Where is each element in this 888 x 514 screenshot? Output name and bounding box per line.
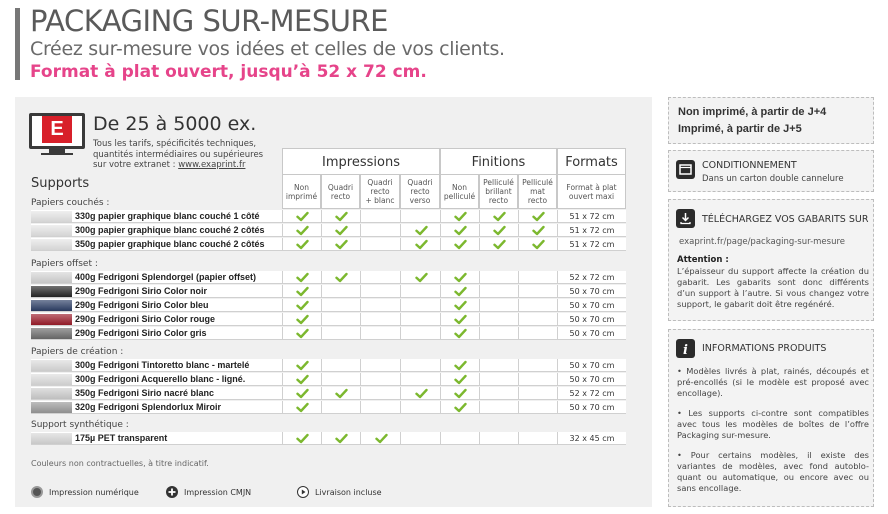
check-icon bbox=[296, 225, 309, 236]
option-cell bbox=[400, 224, 440, 237]
paper-name: 330g papier graphique blanc couché 1 côté bbox=[75, 211, 260, 221]
attention-label: Attention : bbox=[677, 255, 729, 265]
impressions-header: Impressions bbox=[282, 148, 440, 175]
check-icon bbox=[454, 211, 467, 222]
col-label: Non imprimé bbox=[285, 182, 318, 201]
option-cell bbox=[282, 238, 321, 251]
format-value: 51 x 72 cm bbox=[557, 238, 626, 251]
table-row bbox=[31, 210, 626, 223]
format-value: 50 x 70 cm bbox=[557, 327, 626, 340]
option-cell bbox=[479, 401, 518, 414]
format-value: 50 x 70 cm bbox=[557, 285, 626, 298]
tarifs-info: Tous les tarifs, spécificités techniques, quantités intermédiaires ou supérieures sur votre extranet : www.exaprint.fr bbox=[93, 139, 264, 170]
option-cell bbox=[440, 299, 479, 312]
option-cell bbox=[360, 271, 400, 284]
option-cell bbox=[479, 432, 518, 445]
digital-print-icon bbox=[31, 486, 43, 498]
info-icon: i bbox=[676, 339, 695, 358]
option-cell bbox=[360, 313, 400, 326]
option-cell bbox=[282, 387, 321, 400]
check-icon bbox=[454, 286, 467, 297]
format-value: 50 x 70 cm bbox=[557, 299, 626, 312]
option-cell bbox=[360, 210, 400, 223]
option-cell bbox=[440, 271, 479, 284]
option-cell bbox=[282, 210, 321, 223]
info-item-2: • Les supports ci-contre sont compatibles avec tous les modèles de boîtes de l’offre Packaging sur-mesure. bbox=[677, 408, 869, 440]
extranet-badge: E bbox=[42, 116, 72, 143]
option-cell bbox=[321, 224, 360, 237]
option-cell bbox=[282, 313, 321, 326]
check-icon bbox=[454, 239, 467, 250]
paper-name: 350g Fedrigoni Sirio nacré blanc bbox=[75, 388, 215, 398]
check-icon bbox=[375, 433, 388, 444]
option-cell bbox=[360, 224, 400, 237]
paper-name: 290g Fedrigoni Sirio Color gris bbox=[75, 328, 207, 338]
legend-livraison: Livraison incluse bbox=[297, 486, 382, 498]
delay-printed: Imprimé, à partir de J+5 bbox=[678, 123, 802, 135]
check-icon bbox=[454, 374, 467, 385]
option-cell bbox=[282, 285, 321, 298]
option-cell bbox=[321, 313, 360, 326]
option-cell bbox=[479, 238, 518, 251]
option-cell bbox=[400, 210, 440, 223]
col-quadri-blanc bbox=[360, 175, 400, 209]
option-cell bbox=[321, 359, 360, 372]
info-item-3: • Pour certains modèles, il existe des variantes de modèles, avec fond autoblo-quant ou automatique, ou encore avec ou sans encollage. bbox=[677, 450, 869, 493]
delay-box bbox=[668, 97, 874, 144]
group-label: Papiers offset : bbox=[31, 259, 98, 269]
option-cell bbox=[360, 401, 400, 414]
table-row bbox=[31, 373, 626, 386]
paper-swatch bbox=[31, 314, 72, 325]
check-icon bbox=[296, 388, 309, 399]
col-quadri-recto-verso bbox=[400, 175, 440, 209]
monitor-icon bbox=[29, 113, 85, 155]
option-cell bbox=[321, 299, 360, 312]
paper-name: 290g Fedrigoni Sirio Color noir bbox=[75, 286, 208, 296]
option-cell bbox=[518, 359, 557, 372]
gabarits-title: TÉLÉCHARGEZ VOS GABARITS SUR bbox=[702, 214, 869, 225]
check-icon bbox=[415, 239, 428, 250]
option-cell bbox=[518, 313, 557, 326]
col-label: Pelliculé brillant recto bbox=[483, 178, 514, 205]
col-non-imprime bbox=[282, 175, 321, 209]
table-row bbox=[31, 285, 626, 298]
paper-name: 175µ PET transparent bbox=[75, 433, 168, 443]
option-cell bbox=[518, 432, 557, 445]
check-icon bbox=[296, 328, 309, 339]
check-icon bbox=[296, 239, 309, 250]
table-row bbox=[31, 327, 626, 340]
col-label: Quadri recto + blanc bbox=[365, 178, 395, 205]
col-format-max bbox=[557, 175, 626, 209]
extranet-link[interactable]: www.exaprint.fr bbox=[178, 160, 246, 170]
check-icon bbox=[335, 388, 348, 399]
option-cell bbox=[282, 327, 321, 340]
check-icon bbox=[415, 225, 428, 236]
option-cell bbox=[282, 401, 321, 414]
format-value: 50 x 70 cm bbox=[557, 313, 626, 326]
paper-swatch bbox=[31, 328, 72, 339]
option-cell bbox=[282, 271, 321, 284]
cmjn-plus-icon bbox=[166, 486, 178, 498]
option-cell bbox=[321, 432, 360, 445]
table-row bbox=[31, 432, 626, 445]
option-cell bbox=[360, 327, 400, 340]
quantity-range: De 25 à 5000 ex. bbox=[93, 113, 257, 135]
group-label: Papiers couchés : bbox=[31, 198, 110, 208]
option-cell bbox=[360, 387, 400, 400]
paper-name: 290g Fedrigoni Sirio Color bleu bbox=[75, 300, 209, 310]
option-cell bbox=[479, 359, 518, 372]
table-row bbox=[31, 359, 626, 372]
check-icon bbox=[454, 388, 467, 399]
option-cell bbox=[479, 299, 518, 312]
format-value: 50 x 70 cm bbox=[557, 401, 626, 414]
option-cell bbox=[518, 387, 557, 400]
check-icon bbox=[454, 360, 467, 371]
option-cell bbox=[282, 373, 321, 386]
finitions-header: Finitions bbox=[440, 148, 557, 175]
option-cell bbox=[400, 313, 440, 326]
informations-box bbox=[668, 329, 874, 507]
table-row bbox=[31, 313, 626, 326]
option-cell bbox=[282, 224, 321, 237]
paper-name: 400g Fedrigoni Splendorgel (papier offset) bbox=[75, 272, 257, 282]
col-non-pellicule bbox=[440, 175, 479, 209]
option-cell bbox=[400, 238, 440, 251]
paper-name: 290g Fedrigoni Sirio Color rouge bbox=[75, 314, 216, 324]
check-icon bbox=[296, 314, 309, 325]
col-pellicule-brillant bbox=[479, 175, 518, 209]
check-icon bbox=[296, 300, 309, 311]
check-icon bbox=[296, 374, 309, 385]
page-title: PACKAGING SUR-MESURE bbox=[30, 4, 388, 38]
check-icon bbox=[493, 225, 506, 236]
attention-text: L’épaisseur du support affecte la création du gabarit. Les gabarits sont donc différents d’un support à l’autre. Si vous changez votre support, le gabarit doit être regénéré. bbox=[677, 266, 869, 309]
option-cell bbox=[400, 359, 440, 372]
package-icon bbox=[676, 160, 695, 179]
option-cell bbox=[479, 224, 518, 237]
table-row bbox=[31, 387, 626, 400]
option-cell bbox=[321, 401, 360, 414]
conditionnement-title: CONDITIONNEMENT bbox=[702, 160, 797, 171]
paper-swatch bbox=[31, 433, 72, 444]
info-title: INFORMATIONS PRODUITS bbox=[702, 343, 827, 354]
col-label: Pelliculé mat recto bbox=[522, 178, 553, 205]
table-row bbox=[31, 299, 626, 312]
option-cell bbox=[321, 327, 360, 340]
paper-swatch bbox=[31, 239, 72, 250]
option-cell bbox=[282, 432, 321, 445]
format-value: 52 x 72 cm bbox=[557, 271, 626, 284]
option-cell bbox=[400, 327, 440, 340]
option-cell bbox=[282, 359, 321, 372]
page-subtitle: Créez sur-mesure vos idées et celles de vos clients. bbox=[30, 38, 505, 60]
supports-heading: Supports bbox=[31, 176, 90, 191]
option-cell bbox=[440, 238, 479, 251]
option-cell bbox=[400, 285, 440, 298]
option-cell bbox=[400, 432, 440, 445]
option-cell bbox=[440, 224, 479, 237]
paper-swatch bbox=[31, 374, 72, 385]
table-row bbox=[31, 224, 626, 237]
check-icon bbox=[296, 272, 309, 283]
option-cell bbox=[518, 238, 557, 251]
option-cell bbox=[400, 373, 440, 386]
option-cell bbox=[518, 271, 557, 284]
check-icon bbox=[415, 272, 428, 283]
option-cell bbox=[518, 285, 557, 298]
table-row bbox=[31, 238, 626, 251]
check-icon bbox=[335, 225, 348, 236]
format-value: 52 x 72 cm bbox=[557, 387, 626, 400]
option-cell bbox=[479, 210, 518, 223]
check-icon bbox=[454, 300, 467, 311]
option-cell bbox=[518, 224, 557, 237]
conditionnement-box bbox=[668, 150, 874, 192]
option-cell bbox=[518, 210, 557, 223]
option-cell bbox=[400, 299, 440, 312]
option-cell bbox=[479, 271, 518, 284]
option-cell bbox=[440, 327, 479, 340]
option-cell bbox=[479, 285, 518, 298]
paper-name: 350g papier graphique blanc couché 2 côtés bbox=[75, 239, 265, 249]
info-item-1: • Modèles livrés à plat, rainés, découpés et pré-encollés (si le modèle est proposé avec encollage). bbox=[677, 366, 869, 398]
option-cell bbox=[360, 238, 400, 251]
paper-swatch bbox=[31, 211, 72, 222]
option-cell bbox=[400, 387, 440, 400]
legend-cmjn: Impression CMJN bbox=[166, 486, 251, 498]
option-cell bbox=[360, 359, 400, 372]
check-icon bbox=[532, 211, 545, 222]
legend-numerique: Impression numérique bbox=[31, 486, 139, 498]
check-icon bbox=[454, 328, 467, 339]
option-cell bbox=[518, 401, 557, 414]
check-icon bbox=[296, 360, 309, 371]
paper-swatch bbox=[31, 286, 72, 297]
option-cell bbox=[440, 285, 479, 298]
option-cell bbox=[479, 327, 518, 340]
option-cell bbox=[321, 238, 360, 251]
conditionnement-text: Dans un carton double cannelure bbox=[702, 174, 844, 184]
col-label: Quadri recto verso bbox=[407, 178, 433, 205]
check-icon bbox=[296, 211, 309, 222]
check-icon bbox=[493, 211, 506, 222]
option-cell bbox=[321, 285, 360, 298]
option-cell bbox=[518, 299, 557, 312]
paper-swatch bbox=[31, 388, 72, 399]
format-value: 51 x 72 cm bbox=[557, 210, 626, 223]
option-cell bbox=[282, 299, 321, 312]
col-label: Format à plat ouvert maxi bbox=[566, 182, 617, 201]
option-cell bbox=[518, 373, 557, 386]
option-cell bbox=[440, 387, 479, 400]
group-label: Support synthétique : bbox=[31, 420, 129, 430]
option-cell bbox=[440, 359, 479, 372]
paper-swatch bbox=[31, 225, 72, 236]
check-icon bbox=[532, 225, 545, 236]
format-value: 51 x 72 cm bbox=[557, 224, 626, 237]
check-icon bbox=[335, 239, 348, 250]
option-cell bbox=[479, 313, 518, 326]
format-value: 50 x 70 cm bbox=[557, 373, 626, 386]
col-label: Non pelliculé bbox=[443, 182, 476, 201]
check-icon bbox=[296, 402, 309, 413]
option-cell bbox=[440, 373, 479, 386]
group-label: Papiers de création : bbox=[31, 347, 124, 357]
option-cell bbox=[321, 210, 360, 223]
option-cell bbox=[360, 285, 400, 298]
paper-swatch bbox=[31, 402, 72, 413]
paper-swatch bbox=[31, 300, 72, 311]
option-cell bbox=[440, 401, 479, 414]
play-delivery-icon bbox=[297, 486, 309, 498]
option-cell bbox=[321, 271, 360, 284]
option-cell bbox=[400, 271, 440, 284]
paper-name: 320g Fedrigoni Splendorlux Miroir bbox=[75, 402, 222, 412]
formats-header: Formats bbox=[557, 148, 626, 175]
colors-disclaimer: Couleurs non contractuelles, à titre indicatif. bbox=[31, 459, 209, 468]
check-icon bbox=[335, 211, 348, 222]
check-icon bbox=[454, 225, 467, 236]
header-accent-bar bbox=[15, 8, 20, 80]
table-row bbox=[31, 271, 626, 284]
paper-name: 300g Fedrigoni Acquerello blanc - ligné. bbox=[75, 374, 246, 384]
check-icon bbox=[335, 272, 348, 283]
option-cell bbox=[360, 432, 400, 445]
option-cell bbox=[400, 401, 440, 414]
paper-name: 300g Fedrigoni Tintoretto blanc - martelé bbox=[75, 360, 250, 370]
col-label: Quadri recto bbox=[327, 182, 354, 201]
check-icon bbox=[493, 239, 506, 250]
col-quadri-recto bbox=[321, 175, 360, 209]
check-icon bbox=[296, 286, 309, 297]
check-icon bbox=[454, 314, 467, 325]
paper-swatch bbox=[31, 272, 72, 283]
option-cell bbox=[321, 373, 360, 386]
option-cell bbox=[440, 432, 479, 445]
option-cell bbox=[360, 299, 400, 312]
check-icon bbox=[454, 402, 467, 413]
check-icon bbox=[454, 272, 467, 283]
format-value: 50 x 70 cm bbox=[557, 359, 626, 372]
option-cell bbox=[440, 210, 479, 223]
paper-swatch bbox=[31, 360, 72, 371]
paper-name: 300g papier graphique blanc couché 2 côtés bbox=[75, 225, 265, 235]
check-icon bbox=[415, 388, 428, 399]
check-icon bbox=[296, 433, 309, 444]
format-value: 32 x 45 cm bbox=[557, 432, 626, 445]
check-icon bbox=[532, 239, 545, 250]
gabarits-box bbox=[668, 199, 874, 321]
download-icon bbox=[676, 209, 695, 228]
option-cell bbox=[479, 373, 518, 386]
delay-unprinted: Non imprimé, à partir de J+4 bbox=[678, 106, 827, 118]
format-headline: Format à plat ouvert, jusqu’à 52 x 72 cm. bbox=[30, 62, 427, 82]
col-pellicule-mat bbox=[518, 175, 557, 209]
option-cell bbox=[479, 387, 518, 400]
check-icon bbox=[335, 433, 348, 444]
option-cell bbox=[518, 327, 557, 340]
gabarits-url[interactable]: exaprint.fr/page/packaging-sur-mesure bbox=[679, 237, 845, 247]
option-cell bbox=[360, 373, 400, 386]
option-cell bbox=[321, 387, 360, 400]
table-row bbox=[31, 401, 626, 414]
option-cell bbox=[440, 313, 479, 326]
